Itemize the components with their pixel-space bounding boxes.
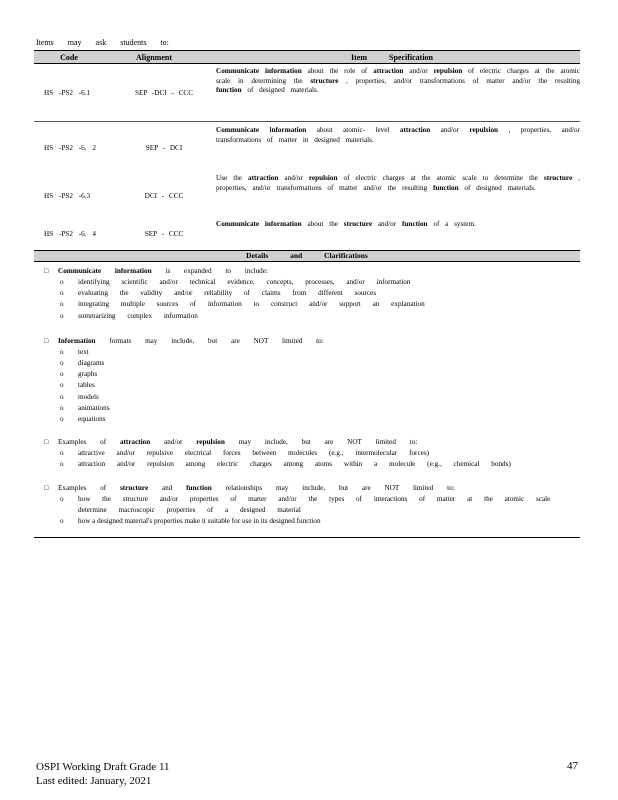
row-code: HS -PS2 -6. 4	[44, 230, 96, 239]
list-item: o how the structure and/or properties of matter and/or the types of interactions of matter at the atomic scale determine macroscopic properties of a designed material	[34, 494, 580, 516]
circle-bullet-icon: o	[60, 278, 64, 287]
row-code: HS -PS2 -6. 2	[44, 144, 96, 153]
checkbox-bullet-icon: □	[44, 267, 49, 275]
list-item: o evaluating the validity and/or reliability of claims from different sources	[34, 288, 580, 299]
table-row	[34, 64, 580, 122]
details-lead: Communicate information is expanded to include:	[58, 267, 268, 275]
details-group	[34, 437, 580, 470]
row-code: HS -PS2 -6.1	[44, 89, 91, 98]
row-alignment: SEP -DCI - CCC	[134, 89, 194, 98]
list-item: o integrating multiple sources of information to construct and/or support an explanation	[34, 299, 580, 310]
circle-bullet-icon: o	[60, 460, 64, 469]
details-lead: Examples of attraction and/or repulsion may include, but are NOT limited to:	[58, 438, 418, 447]
circle-bullet-icon: o	[60, 289, 64, 298]
row-alignment: SEP - CCC	[144, 230, 184, 239]
list-item: o graphs	[34, 369, 580, 380]
details-group	[34, 336, 580, 425]
circle-bullet-icon: o	[60, 311, 64, 320]
circle-bullet-icon: o	[60, 300, 64, 309]
details-header: Details and Clarifications	[34, 250, 580, 262]
circle-bullet-icon: o	[60, 392, 64, 401]
checkbox-bullet-icon: □	[44, 438, 49, 447]
circle-bullet-icon: o	[60, 494, 64, 503]
list-item: o how a designed material's properties make it suitable for use in its designed function	[34, 516, 580, 527]
details-section	[34, 266, 580, 538]
list-item: o text	[34, 347, 580, 358]
details-lead: Examples of structure and function relationships may include, but are NOT limited to:	[58, 483, 455, 492]
row-code: HS -PS2 -6.3	[44, 192, 91, 201]
footer-last-edited: Last edited: January, 2021	[36, 775, 152, 787]
row-specification: Communicate information about the structure and/or function of a system.	[216, 220, 476, 228]
details-group	[34, 483, 580, 528]
list-item: o summarizing complex information	[34, 311, 580, 322]
row-specification: Use the attraction and/or repulsion of electric charges at the atomic scale to determine the structure , properties, and/or transformations of matter and/or the resulting function of designed materials.	[216, 174, 580, 192]
header-alignment: Alignment	[136, 52, 172, 62]
list-item: o tables	[34, 380, 580, 391]
footer-draft-label: OSPI Working Draft Grade 11	[36, 761, 170, 773]
details-group	[34, 266, 580, 322]
list-item: o models	[34, 392, 580, 403]
header-item-specification: Item Specification	[351, 52, 433, 62]
table-header-row	[34, 51, 580, 64]
item-specification-table	[34, 50, 580, 538]
circle-bullet-icon: o	[60, 414, 64, 423]
list-item: o attraction and/or repulsion among electric charges among atoms within a molecule (e.g., chemical bonds)	[34, 459, 580, 470]
list-item: o animations	[34, 403, 580, 414]
list-item: o diagrams	[34, 358, 580, 369]
list-item: o attractive and/or repulsive electrical forces between molecules (e.g., intermolecular forces)	[34, 448, 580, 459]
circle-bullet-icon: o	[60, 370, 64, 379]
details-lead: Information formats may include, but are NOT limited to:	[58, 336, 324, 345]
circle-bullet-icon: o	[60, 403, 64, 412]
circle-bullet-icon: o	[60, 381, 64, 390]
row-specification: Communicate information about atomic- level attraction and/or repulsion , properties, and/or transformations of matter in designed materials.	[216, 126, 580, 144]
table-row	[34, 220, 580, 250]
circle-bullet-icon: o	[60, 516, 64, 525]
circle-bullet-icon: o	[60, 347, 64, 356]
checkbox-bullet-icon: □	[44, 336, 49, 345]
circle-bullet-icon: o	[60, 359, 64, 368]
list-item: o equations	[34, 414, 580, 425]
circle-bullet-icon: o	[60, 449, 64, 458]
intro-text: Items may ask students to:	[36, 38, 169, 47]
row-alignment: SEP - DCI	[145, 144, 183, 153]
footer	[36, 760, 170, 788]
table-row	[34, 172, 580, 220]
row-specification: Communicate information about the role of attraction and/or repulsion of electric charges at the atomic scale in determining the structure , properties, and/or transformations of matter and/or the resulting function of designed materials.	[216, 67, 581, 95]
header-code: Code	[60, 52, 78, 62]
list-item: o identifying scientific and/or technical evidence, concepts, processes, and/or information	[34, 277, 580, 288]
row-alignment: DCI - CCC	[144, 192, 184, 201]
page-number: 47	[567, 760, 578, 772]
table-row	[34, 122, 580, 172]
checkbox-bullet-icon: □	[44, 483, 49, 492]
